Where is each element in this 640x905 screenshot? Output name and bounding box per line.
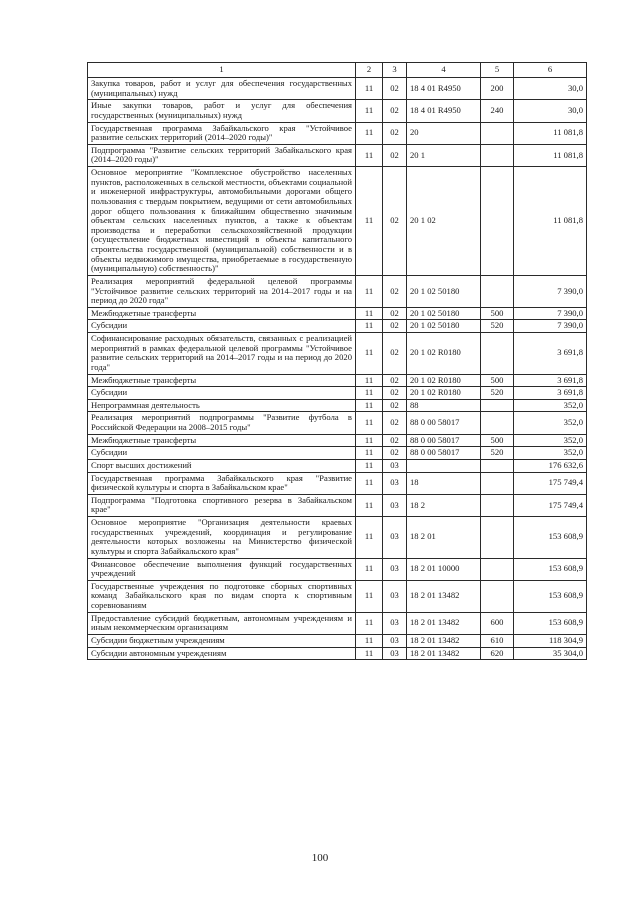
table-row — [88, 472, 587, 494]
cell-expense-type — [481, 517, 514, 559]
cell-target-article: 18 2 01 13482 — [407, 647, 481, 660]
column-header-subsection: 3 — [383, 63, 407, 78]
cell-name: Государственная программа Забайкальского края "Развитие физической культуры и спорта в Забайкальском крае" — [88, 472, 356, 494]
cell-amount: 176 632,6 — [514, 459, 587, 472]
cell-expense-type — [481, 472, 514, 494]
table-row — [88, 275, 587, 307]
cell-subsection: 03 — [383, 580, 407, 612]
cell-name: Основное мероприятие "Организация деятельности краевых государственных учреждений, координация и регулирование деятельности которых возложены на Министерство физической культуры и спорта Забайкальского края" — [88, 517, 356, 559]
cell-section: 11 — [356, 374, 383, 387]
column-header-target-article: 4 — [407, 63, 481, 78]
cell-target-article: 88 — [407, 399, 481, 412]
cell-section: 11 — [356, 333, 383, 375]
cell-section: 11 — [356, 494, 383, 516]
cell-amount: 352,0 — [514, 399, 587, 412]
cell-amount: 175 749,4 — [514, 494, 587, 516]
cell-target-article: 20 1 02 R0180 — [407, 387, 481, 400]
cell-amount: 30,0 — [514, 78, 587, 100]
cell-subsection: 02 — [383, 320, 407, 333]
cell-section: 11 — [356, 144, 383, 166]
cell-target-article: 20 1 02 — [407, 167, 481, 276]
cell-target-article: 20 1 02 R0180 — [407, 333, 481, 375]
cell-target-article — [407, 459, 481, 472]
cell-expense-type — [481, 459, 514, 472]
cell-name: Субсидии — [88, 447, 356, 460]
table-row — [88, 580, 587, 612]
cell-section: 11 — [356, 459, 383, 472]
cell-amount: 153 608,9 — [514, 612, 587, 634]
cell-amount: 11 081,8 — [514, 167, 587, 276]
cell-section: 11 — [356, 472, 383, 494]
cell-name: Государственная программа Забайкальского края "Устойчивое развитие сельских территорий (2014–2020 годы)" — [88, 122, 356, 144]
cell-name: Реализация мероприятий федеральной целевой программы "Устойчивое развитие сельских территорий на 2014–2017 годы и на период до 2020 года" — [88, 275, 356, 307]
cell-amount: 3 691,8 — [514, 374, 587, 387]
cell-expense-type — [481, 144, 514, 166]
cell-name: Подпрограмма "Подготовка спортивного резерва в Забайкальском крае" — [88, 494, 356, 516]
cell-expense-type: 500 — [481, 307, 514, 320]
cell-target-article: 20 — [407, 122, 481, 144]
cell-section: 11 — [356, 307, 383, 320]
table-row — [88, 517, 587, 559]
cell-section: 11 — [356, 558, 383, 580]
cell-name: Межбюджетные трансферты — [88, 307, 356, 320]
column-header-name: 1 — [88, 63, 356, 78]
table-row — [88, 167, 587, 276]
cell-subsection: 02 — [383, 412, 407, 434]
cell-name: Софинансирование расходных обязательств, связанных с реализацией мероприятий в рамках федеральной целевой программы "Устойчивое развитие сельских территорий на 2014–2017 годы и на период до 2020 года" — [88, 333, 356, 375]
cell-subsection: 02 — [383, 78, 407, 100]
table-row — [88, 100, 587, 122]
cell-subsection: 02 — [383, 399, 407, 412]
cell-target-article: 20 1 02 50180 — [407, 275, 481, 307]
cell-amount: 3 691,8 — [514, 387, 587, 400]
cell-amount: 153 608,9 — [514, 558, 587, 580]
cell-target-article: 18 — [407, 472, 481, 494]
cell-expense-type: 520 — [481, 320, 514, 333]
cell-subsection: 02 — [383, 333, 407, 375]
cell-target-article: 18 2 01 10000 — [407, 558, 481, 580]
cell-expense-type: 600 — [481, 612, 514, 634]
table-row — [88, 399, 587, 412]
cell-name: Непрограммная деятельность — [88, 399, 356, 412]
cell-expense-type — [481, 558, 514, 580]
cell-subsection: 02 — [383, 447, 407, 460]
cell-subsection: 02 — [383, 122, 407, 144]
cell-amount: 175 749,4 — [514, 472, 587, 494]
cell-target-article: 18 2 01 13482 — [407, 634, 481, 647]
cell-name: Предоставление субсидий бюджетным, автономным учреждениям и иным некоммерческим организациям — [88, 612, 356, 634]
cell-amount: 7 390,0 — [514, 307, 587, 320]
cell-name: Реализация мероприятий подпрограммы "Развитие футбола в Российской Федерации на 2008–2015 годы" — [88, 412, 356, 434]
cell-expense-type: 500 — [481, 374, 514, 387]
cell-section: 11 — [356, 275, 383, 307]
cell-amount: 35 304,0 — [514, 647, 587, 660]
table-row — [88, 78, 587, 100]
cell-name: Субсидии — [88, 320, 356, 333]
table-row — [88, 634, 587, 647]
cell-amount: 7 390,0 — [514, 320, 587, 333]
cell-target-article: 88 0 00 58017 — [407, 412, 481, 434]
cell-section: 11 — [356, 517, 383, 559]
cell-name: Закупка товаров, работ и услуг для обеспечения государственных (муниципальных) нужд — [88, 78, 356, 100]
cell-subsection: 03 — [383, 459, 407, 472]
cell-expense-type: 520 — [481, 387, 514, 400]
cell-subsection: 03 — [383, 612, 407, 634]
cell-expense-type — [481, 412, 514, 434]
cell-target-article: 88 0 00 58017 — [407, 447, 481, 460]
cell-section: 11 — [356, 399, 383, 412]
table-row — [88, 412, 587, 434]
cell-subsection: 02 — [383, 100, 407, 122]
cell-expense-type: 500 — [481, 434, 514, 447]
page-number: 100 — [311, 852, 329, 864]
cell-amount: 352,0 — [514, 447, 587, 460]
table-row — [88, 647, 587, 660]
cell-name: Подпрограмма "Развитие сельских территорий Забайкальского края (2014–2020 годы)" — [88, 144, 356, 166]
cell-expense-type: 520 — [481, 447, 514, 460]
table-row — [88, 494, 587, 516]
cell-target-article: 20 1 02 R0180 — [407, 374, 481, 387]
cell-section: 11 — [356, 320, 383, 333]
cell-subsection: 03 — [383, 647, 407, 660]
table-row — [88, 144, 587, 166]
cell-target-article: 88 0 00 58017 — [407, 434, 481, 447]
cell-section: 11 — [356, 100, 383, 122]
cell-expense-type: 200 — [481, 78, 514, 100]
cell-name: Межбюджетные трансферты — [88, 434, 356, 447]
table-row — [88, 558, 587, 580]
cell-subsection: 02 — [383, 307, 407, 320]
cell-target-article: 20 1 02 50180 — [407, 307, 481, 320]
cell-expense-type: 620 — [481, 647, 514, 660]
cell-expense-type — [481, 275, 514, 307]
cell-expense-type — [481, 580, 514, 612]
table-row — [88, 307, 587, 320]
cell-amount: 11 081,8 — [514, 122, 587, 144]
cell-amount: 30,0 — [514, 100, 587, 122]
cell-expense-type — [481, 333, 514, 375]
budget-table — [87, 62, 587, 660]
table-row — [88, 447, 587, 460]
cell-section: 11 — [356, 612, 383, 634]
cell-subsection: 02 — [383, 167, 407, 276]
cell-expense-type — [481, 167, 514, 276]
cell-name: Спорт высших достижений — [88, 459, 356, 472]
column-header-amount: 6 — [514, 63, 587, 78]
cell-amount: 153 608,9 — [514, 517, 587, 559]
cell-amount: 153 608,9 — [514, 580, 587, 612]
column-header-expense-type: 5 — [481, 63, 514, 78]
table-row — [88, 374, 587, 387]
cell-section: 11 — [356, 647, 383, 660]
cell-subsection: 03 — [383, 517, 407, 559]
cell-expense-type: 240 — [481, 100, 514, 122]
cell-target-article: 18 2 01 — [407, 517, 481, 559]
cell-subsection: 02 — [383, 275, 407, 307]
table-row — [88, 122, 587, 144]
cell-section: 11 — [356, 580, 383, 612]
cell-expense-type — [481, 122, 514, 144]
cell-section: 11 — [356, 434, 383, 447]
table-row — [88, 333, 587, 375]
table-row — [88, 434, 587, 447]
cell-name: Финансовое обеспечение выполнения функций государственных учреждений — [88, 558, 356, 580]
table-row — [88, 387, 587, 400]
cell-subsection: 02 — [383, 144, 407, 166]
cell-subsection: 02 — [383, 434, 407, 447]
cell-target-article: 18 4 01 R4950 — [407, 78, 481, 100]
cell-name: Межбюджетные трансферты — [88, 374, 356, 387]
column-header-section: 2 — [356, 63, 383, 78]
cell-target-article: 18 2 01 13482 — [407, 580, 481, 612]
cell-subsection: 02 — [383, 374, 407, 387]
cell-section: 11 — [356, 78, 383, 100]
cell-target-article: 18 2 01 13482 — [407, 612, 481, 634]
cell-target-article: 20 1 — [407, 144, 481, 166]
table-header-row — [88, 63, 587, 78]
cell-name: Субсидии — [88, 387, 356, 400]
cell-amount: 118 304,9 — [514, 634, 587, 647]
cell-amount: 352,0 — [514, 434, 587, 447]
cell-section: 11 — [356, 122, 383, 144]
cell-target-article: 18 4 01 R4950 — [407, 100, 481, 122]
cell-expense-type: 610 — [481, 634, 514, 647]
cell-expense-type — [481, 494, 514, 516]
cell-subsection: 03 — [383, 494, 407, 516]
table-row — [88, 612, 587, 634]
cell-section: 11 — [356, 634, 383, 647]
cell-target-article: 20 1 02 50180 — [407, 320, 481, 333]
cell-subsection: 02 — [383, 387, 407, 400]
cell-section: 11 — [356, 412, 383, 434]
cell-subsection: 03 — [383, 558, 407, 580]
cell-section: 11 — [356, 387, 383, 400]
cell-subsection: 03 — [383, 472, 407, 494]
cell-subsection: 03 — [383, 634, 407, 647]
cell-name: Иные закупки товаров, работ и услуг для обеспечения государственных (муниципальных) нужд — [88, 100, 356, 122]
cell-amount: 11 081,8 — [514, 144, 587, 166]
cell-name: Субсидии автономным учреждениям — [88, 647, 356, 660]
cell-amount: 3 691,8 — [514, 333, 587, 375]
cell-name: Основное мероприятие "Комплексное обустройство населенных пунктов, расположенных в сельской местности, объектами социальной и инженерной инфраструктуры, автомобильными дорогами общего пользования с твердым покрытием, ведущими от сети автомобильных дорог общего пользования к ближайшим общественно значимым объектам сельских населенных пунктов, а также к объектам производства и переработки сельскохозяйственной продукции (осуществление бюджетных инвестиций в объекты капитального строительства государственной (муниципальной) собственности и в объекты недвижимого имущества, приобретаемые в государственную (муниципальную) собственность)" — [88, 167, 356, 276]
table-row — [88, 320, 587, 333]
cell-section: 11 — [356, 167, 383, 276]
cell-target-article: 18 2 — [407, 494, 481, 516]
cell-expense-type — [481, 399, 514, 412]
cell-amount: 7 390,0 — [514, 275, 587, 307]
table-row — [88, 459, 587, 472]
cell-amount: 352,0 — [514, 412, 587, 434]
cell-name: Субсидии бюджетным учреждениям — [88, 634, 356, 647]
cell-section: 11 — [356, 447, 383, 460]
cell-name: Государственные учреждения по подготовке сборных спортивных команд Забайкальского края по видам спорта к спортивным соревнованиям — [88, 580, 356, 612]
